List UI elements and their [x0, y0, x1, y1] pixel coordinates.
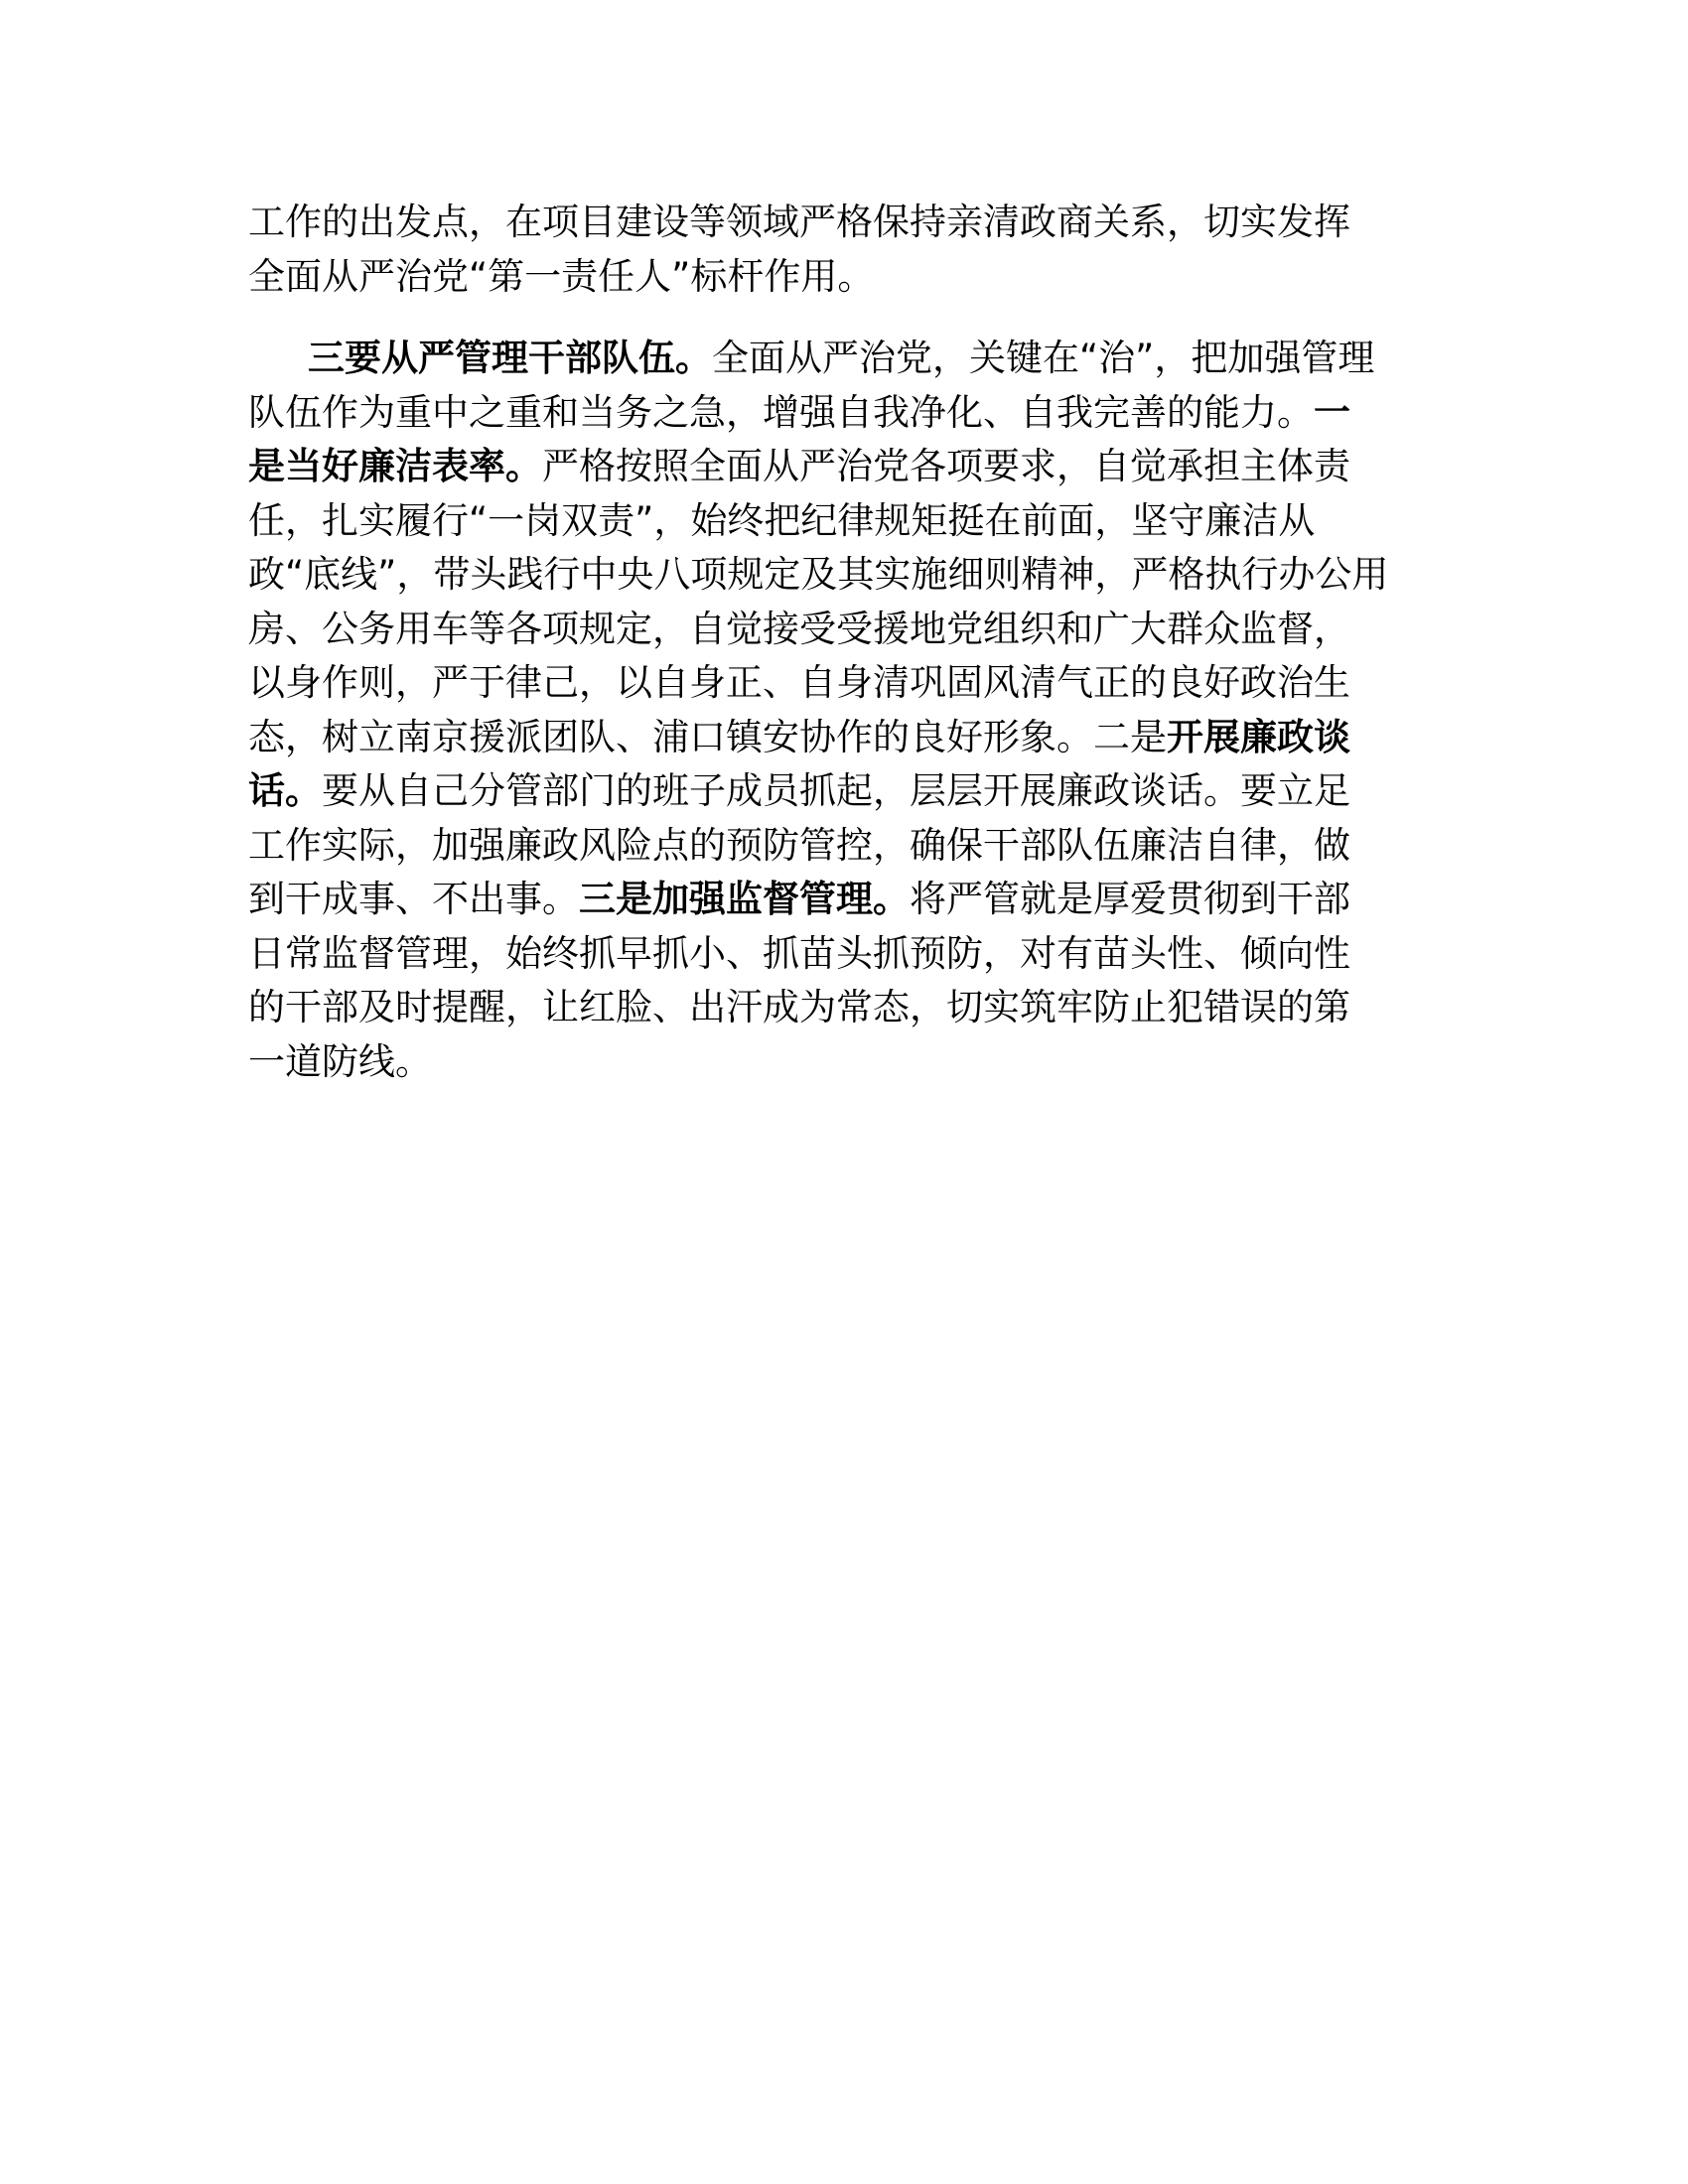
bold-text-run: 三是加强监督管理。 — [579, 878, 910, 920]
text-run: 日常监督管理，始终抓早抓小、抓苗头抓预防，对有苗头性、倾向性 — [248, 931, 1350, 975]
text-run: 房、公务用车等各项规定，自觉接受受援地党组织和广大群众监督， — [248, 607, 1350, 650]
text-line — [248, 764, 1440, 819]
text-run: 到干成事、不出事。 — [248, 878, 579, 920]
text-run: 政“底线”，带头践行中央八项规定及其实施细则精神，严格执行办公用 — [248, 553, 1389, 596]
text-run: 将严管就是厚爱贯彻到干部 — [910, 878, 1350, 920]
text-run: 任，扎实履行“一岗双责”，始终把纪律规矩挺在前面，坚守廉洁从 — [248, 498, 1316, 542]
text-run: 队伍作为重中之重和当务之急，增强自我净化、自我完善的能力。 — [248, 390, 1314, 434]
text-line — [248, 250, 1440, 305]
text-run: 全面从严治党，关键在“治”，把加强管理 — [712, 337, 1375, 379]
text-line — [248, 873, 1440, 927]
bold-text-run: 是当好廉洁表率。 — [248, 445, 542, 487]
text-line — [248, 196, 1440, 250]
text-line — [248, 440, 1440, 494]
text-line — [248, 332, 1440, 386]
text-line — [248, 711, 1440, 765]
text-run: 态，树立南京援派团队、浦口镇安协作的良好形象。二是 — [248, 715, 1167, 758]
text-run: 一道防线。 — [248, 1039, 432, 1083]
bold-text-run: 三要从严管理干部队伍。 — [308, 337, 712, 379]
bold-text-run: 一 — [1314, 390, 1350, 434]
text-run: 全面从严治党“第一责任人”标杆作用。 — [248, 254, 875, 298]
bold-text-run: 开展廉政谈 — [1167, 715, 1350, 758]
text-line — [248, 981, 1440, 1035]
text-line — [248, 386, 1440, 441]
text-run: 的干部及时提醒，让红脸、出汗成为常态，切实筑牢防止犯错误的第 — [248, 986, 1350, 1028]
text-run: 工作的出发点，在项目建设等领域严格保持亲清政商关系，切实发挥 — [248, 201, 1350, 243]
text-line — [248, 548, 1440, 603]
text-line — [248, 1035, 1440, 1090]
text-run: 工作实际，加强廉政风险点的预防管控，确保干部队伍廉洁自律，做 — [248, 823, 1350, 867]
text-line — [248, 927, 1440, 982]
text-run: 以身作则，严于律己，以自身正、自身清巩固风清气正的良好政治生 — [248, 661, 1350, 704]
paragraph-2 — [248, 332, 1440, 1089]
text-line — [248, 656, 1440, 711]
bold-text-run: 话。 — [248, 769, 322, 812]
paragraph-1 — [248, 196, 1440, 304]
text-line — [248, 494, 1440, 549]
text-line — [248, 819, 1440, 874]
text-run: 要从自己分管部门的班子成员抓起，层层开展廉政谈话。要立足 — [322, 769, 1350, 812]
text-run: 严格按照全面从严治党各项要求，自觉承担主体责 — [542, 445, 1350, 487]
text-line — [248, 603, 1440, 657]
